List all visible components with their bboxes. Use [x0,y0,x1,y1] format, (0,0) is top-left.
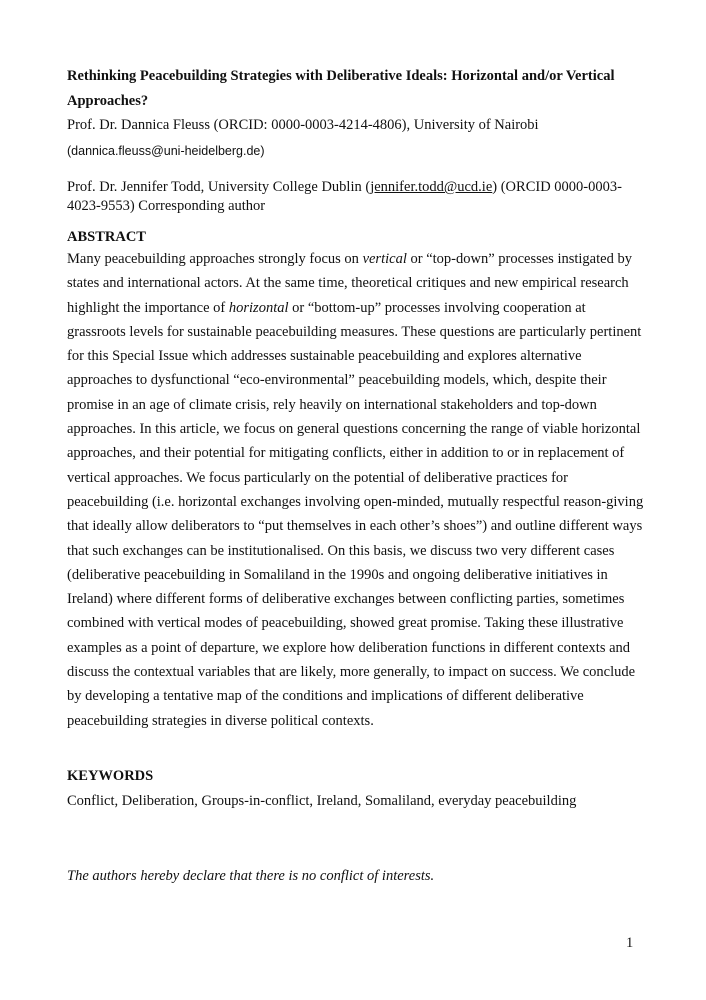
abstract-text-2: or “top-down” processes instigated by states and international actors. At the same time, theoretical critiques and new empirical research highlight the importance of [67,251,632,316]
abstract-emphasis-horizontal: horizontal [228,299,289,316]
abstract-text-1: Many peacebuilding approaches strongly focus on [67,251,363,267]
paper-title: Rethinking Peacebuilding Strategies with Deliberative Ideals: Horizontal and/or Vertical Approaches? [67,68,615,109]
author-2-email-link[interactable]: jennifer.todd@ucd.ie [370,179,493,195]
author-1-affiliation: Prof. Dr. Dannica Fleuss (ORCID: 0000-0003-4214-4806), University of Nairobi [67,117,539,133]
page-number: 1 [626,935,634,951]
author-2-prefix: Prof. Dr. Jennifer Todd, University College Dublin ( [67,179,371,195]
author-2-suffix: ) (ORCID 0000-0003-4023-9553) Corresponding author [67,179,622,214]
keywords-list: Conflict, Deliberation, Groups-in-conflict, Ireland, Somaliland, everyday peacebuilding [67,793,577,809]
conflict-of-interest-statement: The authors hereby declare that there is no conflict of interests. [67,868,435,884]
author-2-affiliation [67,178,639,216]
abstract-body [67,247,647,733]
abstract-emphasis-vertical: vertical [362,251,407,267]
keywords-heading: KEYWORDS [67,768,154,784]
abstract-heading: ABSTRACT [67,229,146,245]
abstract-text-3: or “bottom-up” processes involving cooperation at grassroots levels for sustainable peacebuilding measures. These questions are particularly pertinent for this Special Issue which addresses sustainable peacebuilding and explores alternative approaches to dysfunctional “eco-environmental” peacebuilding models, which, despite their promise in an age of climate crisis, rely heavily on international stakeholders and top-down approaches. In this article, we focus on general questions concerning the range of viable horizontal approaches, and their potential for mitigating conflicts, either in addition to or in replacement of vertical approaches. We focus particularly on the potential of deliberative practices for peacebuilding (i.e. horizontal exchanges involving open-minded, mutually respectful reason-giving that ideally allow deliberators to “put themselves in each other’s shoes”) and outline different ways that such exchanges can be institutionalised. On this basis, we discuss two very different cases (deliberative peacebuilding in Somaliland in the 1990s and ongoing deliberative initiatives in Ireland) where different forms of deliberative exchanges between conflicting parties, sometimes combined with vertical modes of peacebuilding, showed great promise. Taking these illustrative examples as a point of departure, we explore how deliberation functions in different contexts and discuss the contextual variables that are likely, more generally, to impact on success. We conclude by developing a tentative map of the conditions and implications of different deliberative peacebuilding strategies in diverse political contexts. [67,299,644,729]
author-1-email: (dannica.fleuss@uni-heidelberg.de) [67,144,265,158]
